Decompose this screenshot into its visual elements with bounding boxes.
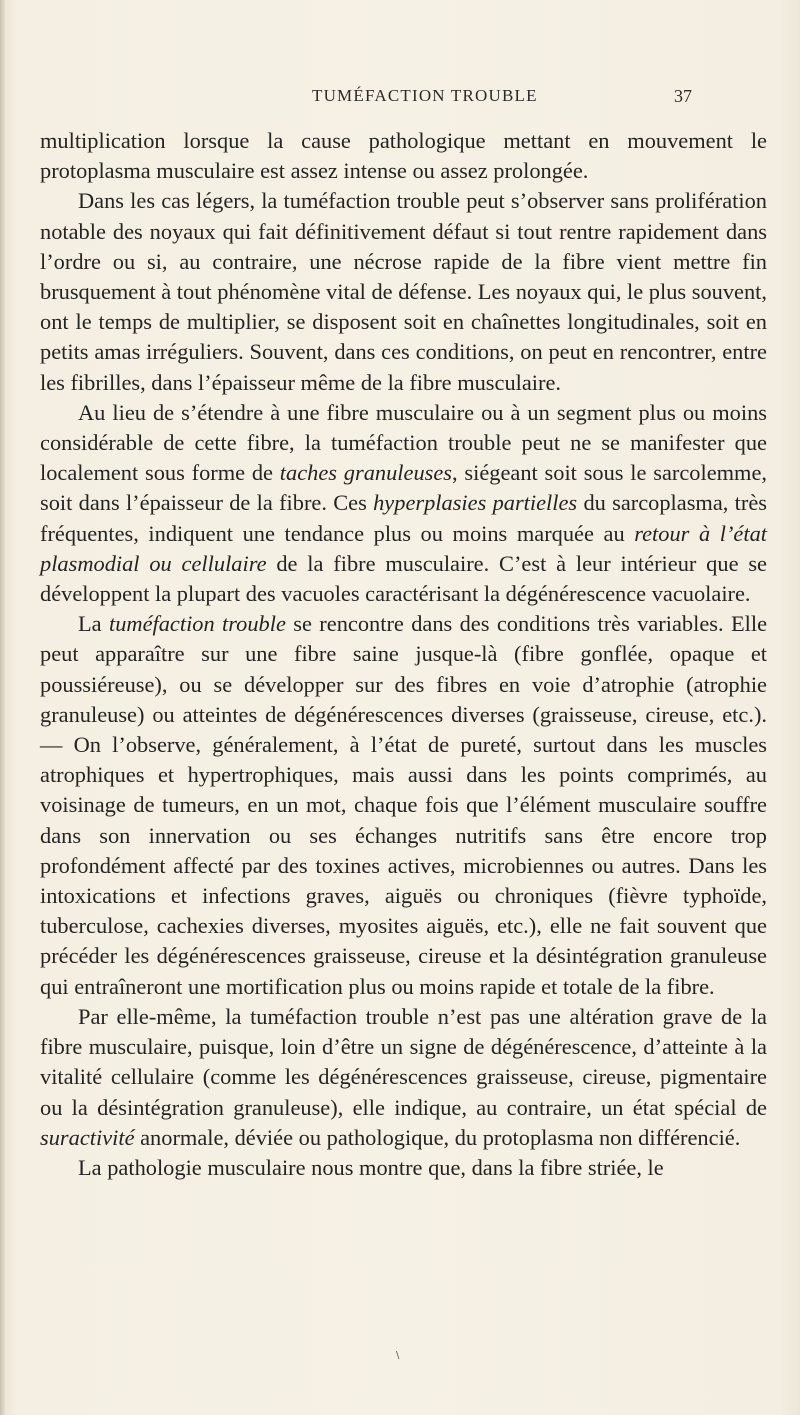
text-run: de la fibre musculaire. C’est à leur intérieur que se développent la plupart des vacuoles caractérisant la dégénérescence vacuolaire. bbox=[40, 550, 767, 607]
body-text bbox=[40, 126, 767, 1183]
text-run: anormale, déviée ou pathologique, du protoplasma non différencié. bbox=[134, 1124, 741, 1150]
paragraph bbox=[40, 398, 767, 609]
footer-mark: \ bbox=[396, 1350, 400, 1361]
text-run: Dans les cas légers, la tuméfaction trouble peut s’observer sans prolifération notable des noyaux qui fait définitivement défaut si tout rentre rapidement dans l’ordre ou si, au contraire, une nécrose rapide de la fibre vient mettre fin brusquement à tout phénomène vital de défense. Les noyaux qui, le plus souvent, ont le temps de multiplier, se disposent soit en chaînettes longitudinales, soit en petits amas irréguliers. Souvent, dans ces conditions, on peut en rencontrer, entre les fibrilles, dans l’épaisseur même de la fibre musculaire. bbox=[40, 188, 767, 395]
paragraph bbox=[40, 609, 767, 1002]
italic-term: tuméfaction trouble bbox=[108, 611, 286, 637]
text-run: La pathologie musculaire nous montre que, dans la fibre striée, le bbox=[78, 1154, 664, 1180]
page-edge-shadow bbox=[0, 0, 6, 1415]
italic-term: taches granuleuses bbox=[279, 460, 453, 486]
running-title: TUMÉFACTION TROUBLE bbox=[312, 86, 538, 105]
text-run: multiplication lorsque la cause pathologique mettant en mouvement le protoplasma musculaire est assez intense ou assez prolongée. bbox=[40, 128, 767, 184]
text-run: , siégeant soit sous le sarcolemme, soit dans l’épaisseur de la fibre. Ces bbox=[40, 460, 768, 516]
italic-term: hyperplasies partielles bbox=[373, 490, 578, 516]
text-run: Par elle-même, la tuméfaction trouble n’est pas une altération grave de la fibre musculaire, puisque, loin d’être un signe de dégénérescence, d’atteinte à la vitalité cellulaire (comme les dégénérescences graisseuse, cireuse, pigmentaire ou la désintégration granuleuse), elle indique, au contraire, un état spécial de bbox=[40, 1003, 767, 1120]
page-number: 37 bbox=[674, 86, 692, 106]
text-run: La bbox=[78, 611, 109, 637]
paragraph bbox=[40, 1153, 767, 1183]
paragraph bbox=[40, 1002, 767, 1153]
text-run: se rencontre dans des conditions très variables. Elle peut apparaître sur une fibre saine jusque-là (fibre gonflée, opaque et poussiéreuse), ou se développer sur des fibres en voie d’atrophie (atrophie granuleuse) ou atteintes de dégénérescences diverses (graisseuse, cireuse, etc.). — On l’observe, généralement, à l’état de pureté, surtout dans les muscles atrophiques et hypertrophiques, mais aussi dans les points comprimés, au voisinage de tumeurs, en un mot, chaque fois que l’élément musculaire souffre dans son innervation ou ses échanges nutritifs sans être encore trop profondément affecté par des toxines actives, microbiennes ou autres. Dans les intoxications et infections graves, aiguës ou chroniques (fièvre typhoïde, tuberculose, cachexies diverses, myosites aiguës, etc.), elle ne fait souvent que précéder les dégénérescences graisseuse, cireuse et la désintégration granuleuse qui entraîneront une mortification plus ou moins rapide et totale de la fibre. bbox=[40, 611, 768, 999]
paragraph bbox=[40, 126, 767, 186]
text-run: du sarcoplasma, très fréquentes, indiquent une tendance plus ou moins marquée au bbox=[40, 490, 767, 546]
text-run: Au lieu de s’étendre à une fibre musculaire ou à un segment plus ou moins considérable de cette fibre, la tuméfaction trouble peut ne se manifester que localement sous forme de bbox=[40, 399, 767, 486]
running-head bbox=[232, 86, 692, 112]
italic-term: retour à l’état plasmodial ou cellulaire bbox=[40, 520, 767, 576]
italic-term: suractivité bbox=[40, 1124, 135, 1150]
paragraph bbox=[40, 186, 767, 397]
